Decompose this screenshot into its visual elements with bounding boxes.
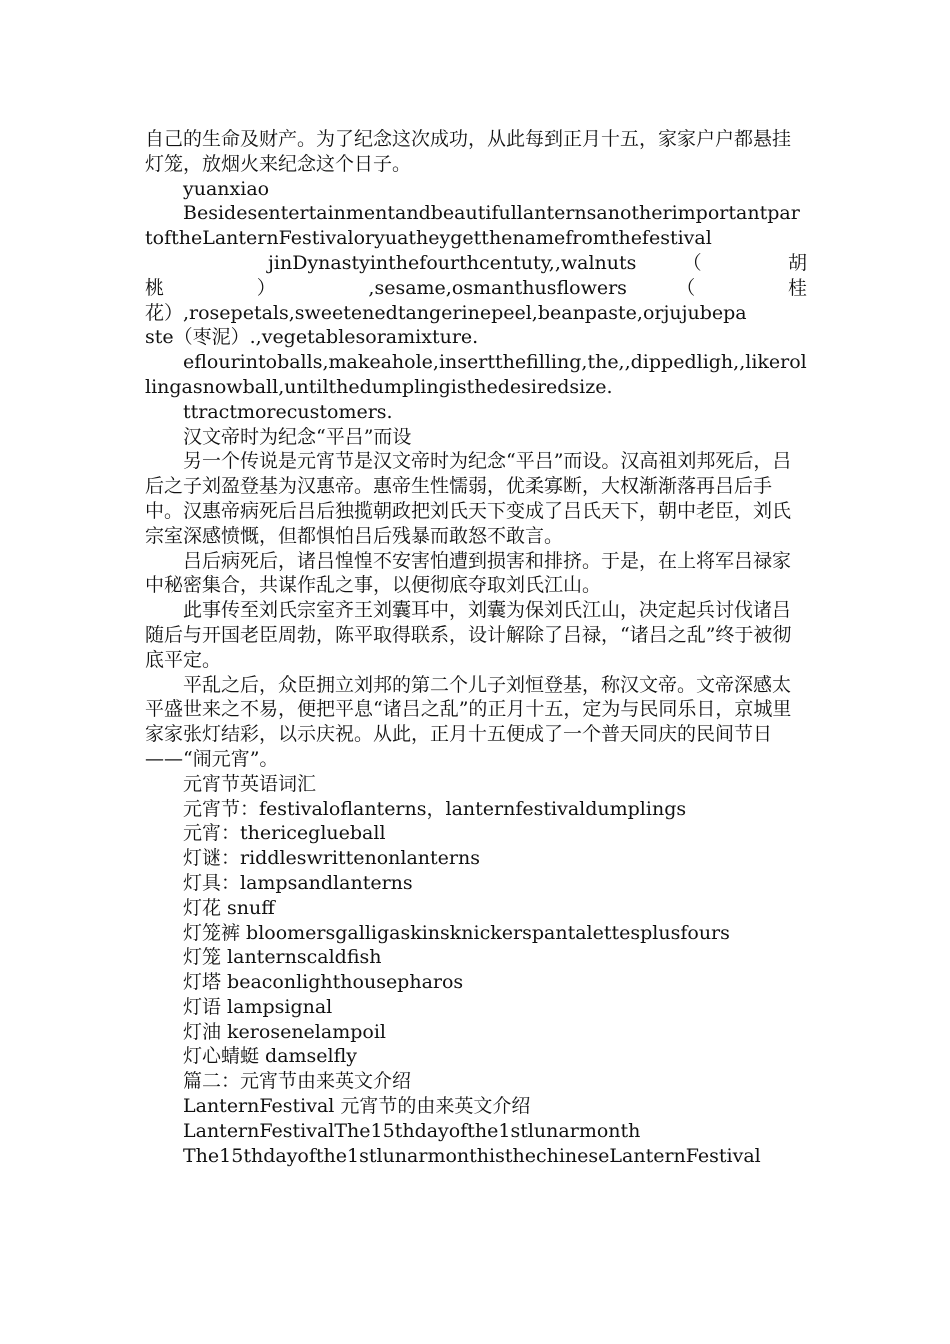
vocab-item-lamps: 灯具：lampsandlanterns (183, 871, 413, 894)
paragraph-origin-title: LanternFestival 元宵节的由来英文介绍 (183, 1095, 531, 1118)
fillings-line-4: ste（枣泥）.,vegetablesoramixture. (145, 326, 479, 349)
paragraph-yuanxiao-heading: yuanxiao (183, 177, 270, 200)
paragraph-lantern-legend-ending: 自己的生命及财产。为了纪念这次成功，从此每到正月十五，家家户户都悬挂灯笼，放烟火来纪念这个日子。 (145, 128, 792, 175)
paragraph-15th-day-intro: The15thdayofthe1stlunarmonthisthechineseLanternFestival (183, 1144, 761, 1167)
vocab-item-yuanxiao: 元宵：thericeglueball (183, 822, 386, 845)
section-heading-vocabulary: 元宵节英语词汇 (183, 772, 317, 795)
vocab-item-festival: 元宵节：festivaloflanterns，lanternfestivaldumplings (183, 797, 687, 820)
fillings-line-3: 花）,rosepetals,sweetenedtangerinepeel,beanpaste,orjujubepa (145, 301, 747, 324)
vocab-item-bloomers: 灯笼裤 bloomersgalligaskinsknickerspantalettesplusfours (183, 921, 730, 944)
vocab-item-riddles: 灯谜：riddleswrittenonlanterns (183, 847, 480, 870)
vocab-item-lampsignal: 灯语 lampsignal (183, 995, 333, 1018)
vocab-item-damselfly: 灯心蜻蜓 damselfly (183, 1045, 358, 1068)
paragraph-attract-customers: ttractmorecustomers. (183, 400, 393, 423)
paragraph-another-legend: 另一个传说是元宵节是汉文帝时为纪念“平吕”而设。汉高祖刘邦死后，吕后之子刘盈登基为汉惠帝。惠帝生性懦弱，优柔寡断，大权渐渐落再吕后手中。汉惠帝病死后吕后独揽朝政把刘氏天下变成了吕氏天下，朝中老臣，刘氏宗室深感愤慨，但都惧怕吕后残暴而敢怒不敢言。 (145, 450, 792, 547)
paragraph-15th-day-heading: LanternFestivalThe15thdayofthe1stlunarmonth (183, 1119, 641, 1142)
paragraph-after-rebellion: 平乱之后，众臣拥立刘邦的第二个儿子刘恒登基，称汉文帝。文帝深感太平盛世来之不易，便把平息“诸吕之乱”的正月十五，定为与民同乐日，京城里家家张灯结彩，以示庆祝。从此，正月十五便成了一个普天同庆的民间节日——“闹元宵”。 (145, 673, 792, 770)
paragraph-fillings (145, 251, 807, 350)
paragraph-liu-nang: 此事传至刘氏宗室齐王刘囊耳中，刘囊为保刘氏江山，决定起兵讨伐诸吕随后与开国老臣周勃，陈平取得联系，设计解除了吕禄，“诸吕之乱”终于被彻底平定。 (145, 599, 792, 671)
vocab-item-snuff: 灯花 snuff (183, 896, 275, 919)
paragraph-empress-lu-death: 吕后病死后，诸吕惶惶不安害怕遭到损害和排挤。于是，在上将军吕禄家中秘密集合，共谋作乱之事，以便彻底夺取刘氏江山。 (145, 549, 792, 597)
paragraph-flour-into-balls: eflourintoballs,makeahole,insertthefilling,the,,dippedligh,,likerollingasnowball,untilthedumplingisthedesiredsize. (145, 351, 807, 398)
vocab-item-beacon: 灯塔 beaconlighthousepharos (183, 971, 464, 994)
paragraph-besides-entertainment: BesidesentertainmentandbeautifullanternsanotherimportantpartoftheLanternFestivaloryuatheygetthenamefromthefestival (145, 202, 800, 250)
section-heading-part-two: 篇二：元宵节由来英文介绍 (183, 1070, 412, 1093)
fillings-line-2: 桃 ） ,sesame,osmanthusflowers （ 桂 (145, 276, 807, 299)
document-page (145, 127, 807, 1168)
vocab-item-lanterns: 灯笼 lanternscaldfish (183, 946, 382, 969)
fillings-line-1: jinDynastyinthefourthcentuty,,walnuts （ 胡 (268, 251, 807, 274)
section-heading-han-wendi: 汉文帝时为纪念“平吕”而设 (183, 425, 412, 448)
vocab-item-kerosene: 灯油 kerosenelampoil (183, 1020, 386, 1043)
